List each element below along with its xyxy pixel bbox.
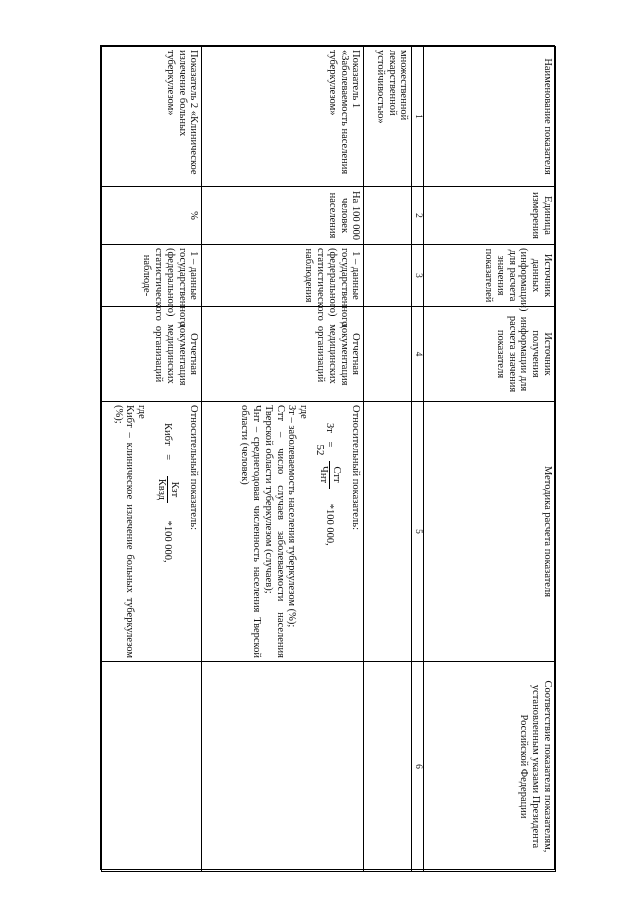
header-method: Методика расчета показателя <box>424 402 556 662</box>
col-number: 2 <box>412 187 424 245</box>
row1-source-data: 1 – данные государственного (федерального) статистического наблюдения <box>202 245 364 307</box>
table-row <box>102 47 202 872</box>
method-intro: Относительный показатель: <box>188 405 200 530</box>
col-number: 5 <box>412 402 424 662</box>
fraction: Стт Чнт <box>317 460 342 495</box>
rotated-table-container <box>101 46 556 871</box>
formula: Кибт = Кзт Квзд *100 000, <box>155 423 180 563</box>
row0-name: множественной лекарственной устойчивостью» <box>364 47 412 187</box>
row2-name: Показатель 2 «Клиническое излечение больных туберкулезом» <box>102 47 202 187</box>
row2-source-info: Отчетная документация медицинских организаций <box>102 307 202 402</box>
document-table-frame <box>100 45 555 870</box>
col-number: 4 <box>412 307 424 402</box>
col-number: 1 <box>412 47 424 187</box>
formula: Зт = Стт Чнт *100 000, <box>317 423 342 546</box>
row1-unit: На 100 000 человек населения <box>202 187 364 245</box>
header-unit: Единица измерения <box>424 187 556 245</box>
header-name: Наименование показателя <box>424 47 556 187</box>
indicators-table <box>101 46 556 872</box>
table-row <box>202 47 364 872</box>
header-compliance: Соответствие показателя показателям, установленным указами Президента Российской Федерации <box>424 662 556 872</box>
row2-unit: % <box>102 187 202 245</box>
table-row <box>364 47 412 872</box>
header-row <box>424 47 556 872</box>
fraction: Кзт Квзд <box>155 473 180 512</box>
column-number-row <box>412 47 424 872</box>
header-source-data: Источник данных (информации) для расчета значения показателей <box>424 245 556 307</box>
row2-method: Относительный показатель: Кибт = Кзт Квзд *100 000, где Кибт – клиническое излечение больных туберкулезом (%); <box>102 402 202 662</box>
row1-name: Показатель 1 «Заболеваемость населения туберкулезом» <box>202 47 364 187</box>
col-number: 6 <box>412 662 424 872</box>
row1-method: Относительный показатель: Зт = Стт Чнт *100 000, где Зт – заболеваемость населения туберкулезом (%); Стт – число случаев заболеваемости населения Тверской области туберкулезом (случаев); Чнт – среднегодовая численность населения Тверской области (человек) <box>202 402 364 662</box>
col-number: 3 <box>412 245 424 307</box>
row2-source-data: 1 – данные государственного (федерального) статистического наблюде- <box>102 245 202 307</box>
method-intro: Относительный показатель: <box>350 405 362 530</box>
page-number: 52 <box>314 444 326 456</box>
header-source-info: Источник получения информации для расчета значения показателя <box>424 307 556 402</box>
row1-source-info: Отчетная документация медицинских организаций <box>202 307 364 402</box>
